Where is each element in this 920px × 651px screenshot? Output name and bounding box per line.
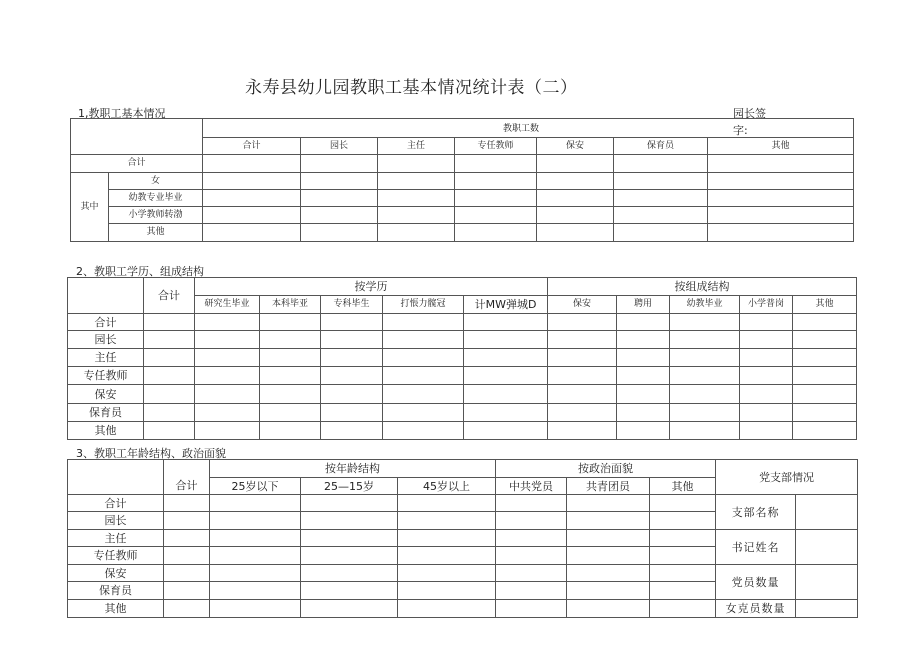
principal-sign-suffix: 字:	[733, 124, 748, 137]
staff-count-header	[203, 119, 854, 138]
col-header-hired: 聘用	[617, 296, 670, 314]
group-header-education: 按学历	[195, 278, 548, 296]
section-3-heading: 3、教职工年龄结构、政治面貌	[76, 447, 226, 460]
party-label-branch-name: 支部名称	[716, 495, 796, 530]
corner-cell	[71, 119, 203, 155]
col-header-party-member: 中共党员	[496, 478, 567, 495]
education-composition-table	[67, 277, 857, 440]
party-label-female-count: 女克员数量	[716, 600, 796, 618]
principal-sign-label: 园长签	[733, 107, 766, 120]
col-header-age-under-25: 25岁以下	[210, 478, 301, 495]
col-header-total: 合计	[164, 460, 210, 495]
col-header-edu-4: 打悵力髋冠	[383, 296, 464, 314]
row-label-caregiver: 保育员	[68, 404, 144, 422]
col-header-other: 其他	[708, 138, 854, 155]
age-politics-table	[67, 459, 858, 618]
col-header-security: 保安	[537, 138, 614, 155]
party-label-secretary: 书记姓名	[716, 530, 796, 565]
col-header-grad: 研究生毕业	[195, 296, 260, 314]
row-label-caregiver: 保育员	[68, 582, 164, 600]
row-label-other: 其他	[68, 600, 164, 618]
party-label-member-count: 党员数量	[716, 565, 796, 600]
col-header-total: 合计	[203, 138, 301, 155]
staff-basic-table	[70, 118, 854, 242]
col-header-pol-other: 其他	[650, 478, 716, 495]
row-label-security: 保安	[68, 385, 144, 404]
row-group-label: 其中	[71, 173, 109, 242]
corner-cell	[68, 460, 164, 495]
corner-cell	[68, 278, 144, 314]
row-label-total: 合计	[68, 314, 144, 331]
col-header-age-mid: 25—15岁	[301, 478, 398, 495]
row-label-other: 其他	[109, 224, 203, 242]
party-branch-header: 党支部情况	[716, 460, 858, 495]
section-1-heading: 1,教职工基本情况	[78, 107, 166, 120]
group-header-age: 按年龄结构	[210, 460, 496, 478]
col-header-primary: 小学普岗	[740, 296, 793, 314]
staff-count-label: 教职工数	[503, 124, 540, 134]
col-header-teacher: 专任教师	[455, 138, 537, 155]
row-label-teacher: 专任教师	[68, 367, 144, 385]
section-2-heading: 2、教职工学历、组成结构	[76, 265, 204, 278]
row-label-other: 其他	[68, 422, 144, 440]
col-header-bachelor: 本科毕亚	[260, 296, 321, 314]
col-header-age-over-45: 45岁以上	[398, 478, 496, 495]
col-header-security: 保安	[548, 296, 617, 314]
group-header-politics: 按政治面貌	[496, 460, 716, 478]
col-header-total: 合计	[144, 278, 195, 314]
page-title: 永寿县幼儿园教职工基本情况统计表（二）	[245, 78, 578, 98]
row-label-director: 主任	[68, 530, 164, 547]
row-label-security: 保安	[68, 565, 164, 582]
col-header-league-member: 共青团员	[567, 478, 650, 495]
col-header-caregiver: 保育员	[614, 138, 708, 155]
row-label-teacher: 专任教师	[68, 547, 164, 565]
row-label-female: 女	[109, 173, 203, 190]
col-header-other: 其他	[793, 296, 857, 314]
row-label-principal: 园长	[68, 331, 144, 349]
row-label-total: 合计	[68, 495, 164, 512]
col-header-principal: 园长	[301, 138, 378, 155]
row-label-total: 合计	[71, 155, 203, 173]
col-header-edu-5: 计MW弹城D	[464, 296, 548, 314]
group-header-composition: 按组成结构	[548, 278, 857, 296]
row-label-preschool-grad: 幼教专业毕业	[109, 190, 203, 207]
col-header-preschool-grad: 幼教毕业	[670, 296, 740, 314]
row-label-transfer: 小学教师转渤	[109, 207, 203, 224]
col-header-college: 专科毕生	[321, 296, 383, 314]
row-label-principal: 园长	[68, 512, 164, 530]
row-label-director: 主任	[68, 349, 144, 367]
col-header-director: 主任	[378, 138, 455, 155]
